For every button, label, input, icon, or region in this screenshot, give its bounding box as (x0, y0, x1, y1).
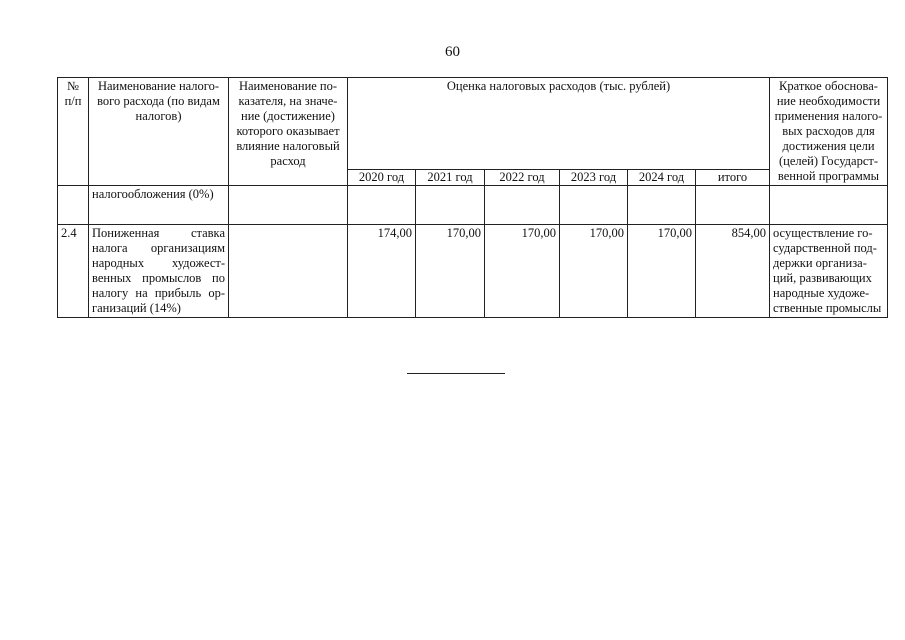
row-value-2021: 170,00 (416, 225, 485, 318)
row-value-2022: 170,00 (485, 225, 560, 318)
row-value-2020 (348, 186, 416, 225)
header-row (58, 78, 888, 170)
page-number: 60 (445, 44, 460, 60)
row-justification (770, 186, 888, 225)
row-indicator (229, 186, 348, 225)
row-num: 2.4 (58, 225, 89, 318)
row-value-2024: 170,00 (628, 225, 696, 318)
row-value-2023 (560, 186, 628, 225)
row-name: Пониженная ставка налога организациям народных художест-венных промыслов по налогу на прибыль ор-ганизаций (14%) (89, 225, 229, 318)
footer-divider (407, 373, 505, 374)
row-value-2024 (628, 186, 696, 225)
header-indicator-name: Наименование по-казателя, на значе-ние (достижение) которого оказывает влияние налоговый расход (229, 78, 348, 186)
table-row (58, 225, 888, 318)
row-indicator (229, 225, 348, 318)
header-year-2021: 2021 год (416, 170, 485, 186)
row-value-2023: 170,00 (560, 225, 628, 318)
header-justification: Краткое обоснова-ние необходимости применения налого-вых расходов для достижения цели (целей) Государст-венной программы (770, 78, 888, 186)
header-total: итого (696, 170, 770, 186)
header-year-2023: 2023 год (560, 170, 628, 186)
row-name: налогообложения (0%) (89, 186, 229, 225)
row-value-total: 854,00 (696, 225, 770, 318)
header-num: № п/п (58, 78, 89, 186)
table-row (58, 186, 888, 225)
header-year-2020: 2020 год (348, 170, 416, 186)
header-estimate: Оценка налоговых расходов (тыс. рублей) (348, 78, 770, 170)
row-justification: осуществление го-сударственной под-держки организа-ций, развивающих народные художе-ственные промыслы (770, 225, 888, 318)
header-year-2022: 2022 год (485, 170, 560, 186)
header-tax-expense-name: Наименование налого-вого расхода (по видам налогов) (89, 78, 229, 186)
tax-expenses-table (57, 77, 888, 318)
row-value-total (696, 186, 770, 225)
row-value-2020: 174,00 (348, 225, 416, 318)
header-year-2024: 2024 год (628, 170, 696, 186)
row-num (58, 186, 89, 225)
row-value-2022 (485, 186, 560, 225)
row-value-2021 (416, 186, 485, 225)
